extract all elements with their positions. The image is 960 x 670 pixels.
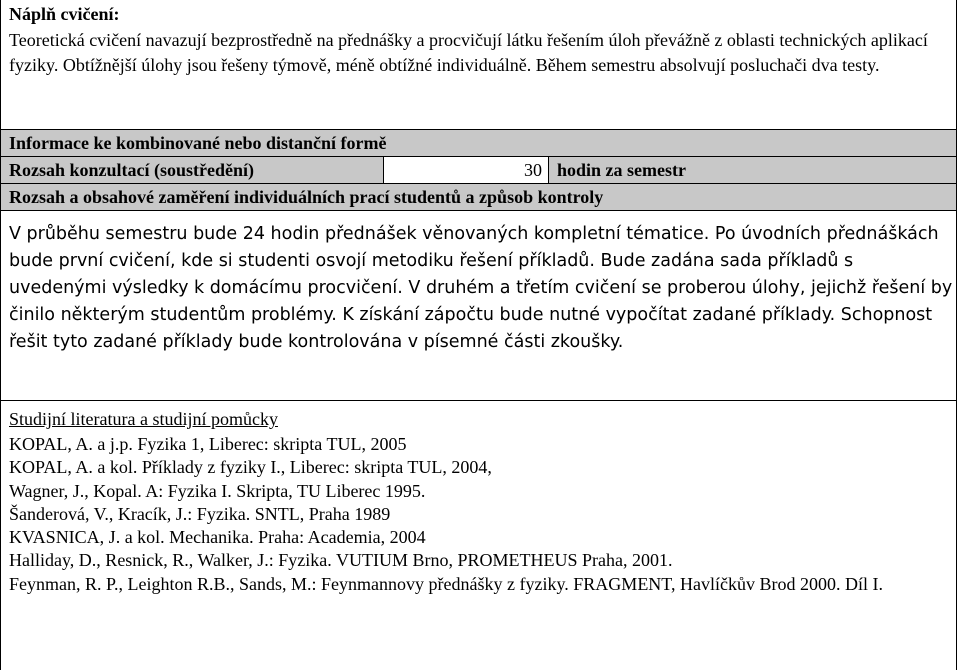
individualni-prace-row [0, 184, 957, 211]
rozsah-konzultaci-row [0, 157, 957, 184]
literatura-item: Šanderová, V., Kracík, J.: Fyzika. SNTL, Praha 1989 [9, 503, 391, 524]
individualni-prace-section [0, 211, 957, 401]
literatura-item: KVASNICA, J. a kol. Mechanika. Praha: Academia, 2004 [9, 527, 426, 548]
napln-heading: Náplň cvičení: [9, 4, 120, 24]
literatura-list [9, 433, 954, 596]
literatura-item: KOPAL, A. a kol. Příklady z fyziky I., Liberec: skripta TUL, 2004, [9, 457, 492, 478]
prace-text: V průběhu semestru bude 24 hodin přednášek věnovaných kompletní tématice. Po úvodních přednáškách bude první cvičení, kde si studenti osvojí metodiku řešení příkladů. Bude zadána sada příkladů s uvedenými výsledky k domácímu procvičení. V druhém a třetím cvičení se proberou úlohy, jejichž řešení by činilo některým studentům problémy. K získání zápočtu bude nutné vypočítat zadané příklady. Schopnost řešit tyto zadané příklady bude kontrolována v písemné části zkoušky. [9, 224, 953, 352]
literatura-heading: Studijní literatura a studijní pomůcky [9, 409, 278, 429]
napln-text: Teoretická cvičení navazují bezprostředně na přednášky a procvičují látku řešením úloh převážně z oblasti technických aplikací fyziky. Obtížnější úlohy jsou řešeny týmově, méně obtížné individuálně. Během semestru absolvují posluchači dva testy. [9, 30, 928, 75]
rozsah-unit: hodin za semestr [557, 160, 686, 180]
literatura-item: Feynman, R. P., Leighton R.B., Sands, M.: Feynmannovy přednášky z fyziky. FRAGMENT, Havlíčkův Brod 2000. Díl I. [9, 573, 883, 594]
kombinovana-heading: Informace ke kombinované nebo distanční formě [9, 133, 387, 153]
prace-label: Rozsah a obsahové zaměření individuálních prací studentů a způsob kontroly [9, 187, 604, 207]
literatura-section [0, 401, 957, 670]
literatura-item: Halliday, D., Resnick, R., Walker, J.: Fyzika. VUTIUM Brno, PROMETHEUS Praha, 2001. [9, 550, 673, 571]
literatura-item: Wagner, J., Kopal. A: Fyzika I. Skripta, TU Liberec 1995. [9, 480, 426, 501]
literatura-item: KOPAL, A. a j.p. Fyzika 1, Liberec: skripta TUL, 2005 [9, 434, 407, 454]
kombinovana-heading-row [0, 130, 957, 157]
rozsah-label: Rozsah konzultací (soustředění) [9, 160, 255, 180]
rozsah-value: 30 [524, 160, 542, 180]
rozsah-value-cell [383, 157, 549, 183]
napln-cviceni-section [0, 0, 957, 130]
